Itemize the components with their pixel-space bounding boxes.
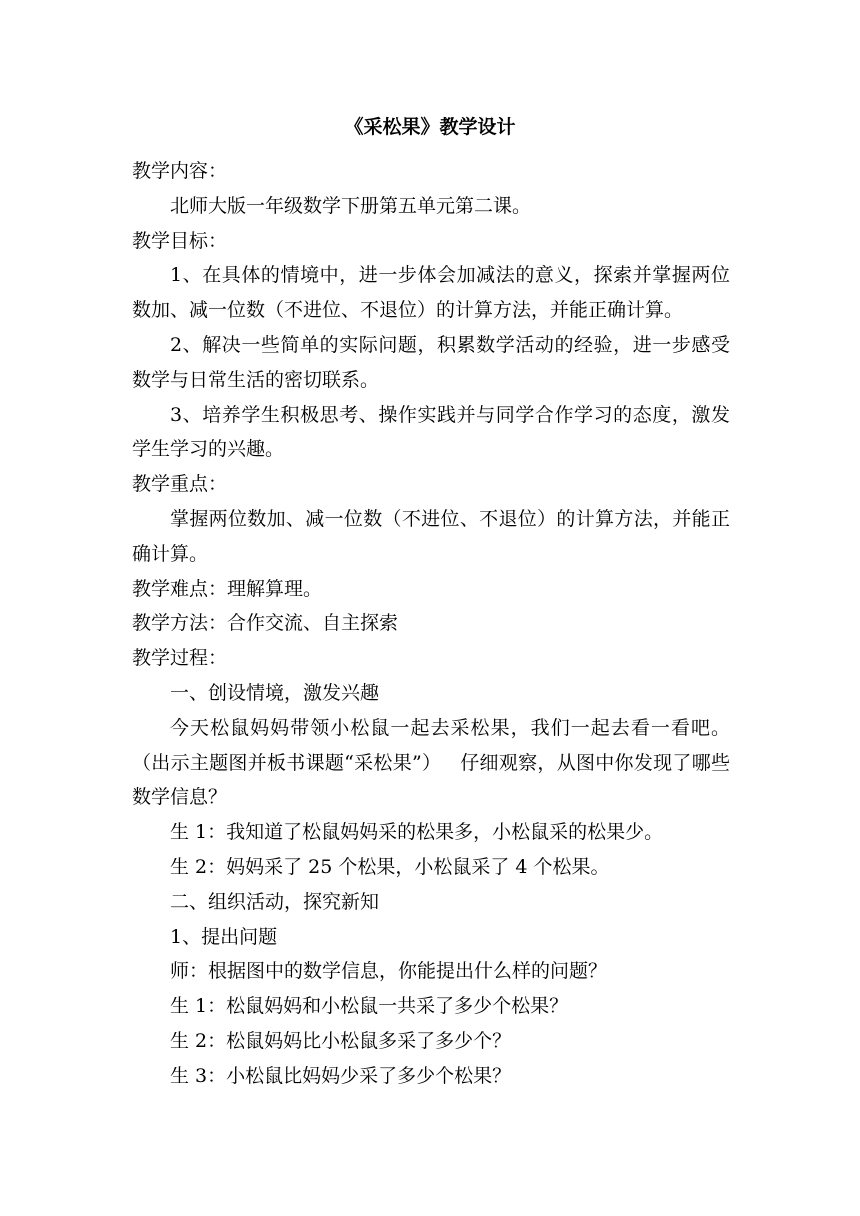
difficulty-line: 教学难点：理解算理。 bbox=[132, 577, 323, 600]
step2-heading: 二、组织活动，探究新知 bbox=[170, 890, 380, 913]
section-label-content: 教学内容： bbox=[132, 160, 228, 182]
method-line: 教学方法：合作交流、自主探索 bbox=[132, 612, 399, 635]
step2-subheading: 1、提出问题 bbox=[170, 925, 278, 948]
student-answer-1: 生 1：我知道了松鼠妈妈采的松果多，小松鼠采的松果少。 bbox=[170, 821, 664, 844]
teacher-question: 师：根据图中的数学信息，你能提出什么样的问题？ bbox=[170, 960, 608, 983]
section-label-key: 教学重点： bbox=[132, 473, 228, 496]
goal-item-1: 1、在具体的情境中，进一步体会加减法的意义，探索并掌握两位数加、减一位数（不进位、不退位）的计算方法，并能正确计算。 bbox=[132, 264, 730, 322]
document-title: 《采松果》教学设计 bbox=[344, 116, 516, 138]
goal-item-3: 3、培养学生积极思考、操作实践并与同学合作学习的态度，激发学生学习的兴趣。 bbox=[132, 403, 730, 461]
student-question-3: 生 3：小松鼠比妈妈少采了多少个松果？ bbox=[170, 1064, 512, 1087]
section-label-goals: 教学目标： bbox=[132, 229, 228, 252]
step1-text: 今天松鼠妈妈带领小松鼠一起去采松果，我们一起去看一看吧。（出示主题图并板书课题“采松果”） 仔细观察，从图中你发现了哪些数学信息？ bbox=[132, 716, 730, 809]
goal-item-2: 2、解决一些简单的实际问题，积累数学活动的经验，进一步感受数学与日常生活的密切联系。 bbox=[132, 333, 730, 391]
content-text: 北师大版一年级数学下册第五单元第二课。 bbox=[170, 194, 532, 217]
key-text: 掌握两位数加、减一位数（不进位、不退位）的计算方法，并能正确计算。 bbox=[132, 507, 730, 565]
student-question-1: 生 1：松鼠妈妈和小松鼠一共采了多少个松果？ bbox=[170, 995, 569, 1018]
document-body bbox=[132, 154, 730, 1094]
student-question-2: 生 2：松鼠妈妈比小松鼠多采了多少个？ bbox=[170, 1029, 512, 1052]
student-answer-2: 生 2：妈妈采了 25 个松果，小松鼠采了 4 个松果。 bbox=[170, 855, 610, 878]
step1-heading: 一、创设情境，激发兴趣 bbox=[170, 681, 380, 704]
section-label-process: 教学过程： bbox=[132, 647, 228, 670]
